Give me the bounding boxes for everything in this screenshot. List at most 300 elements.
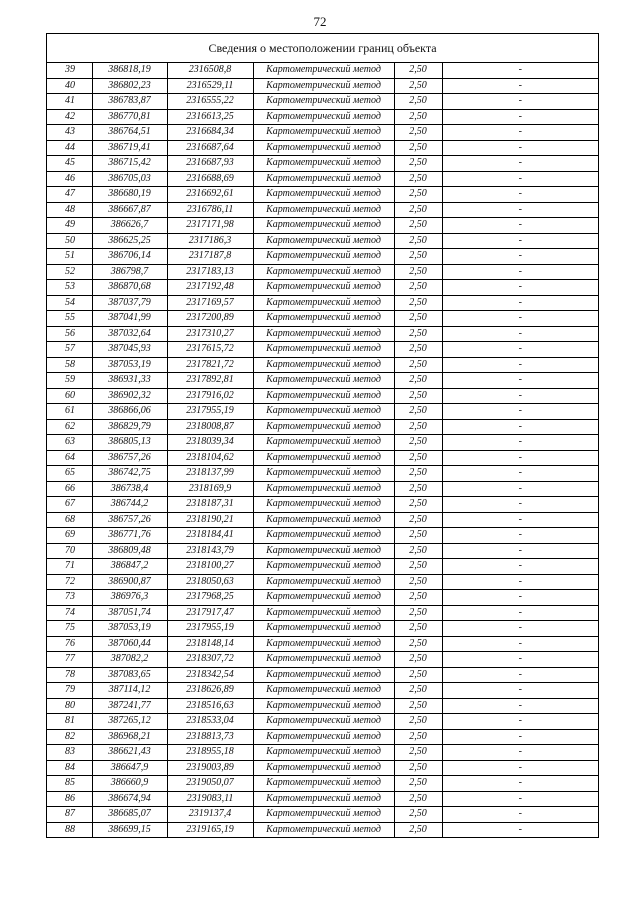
table-row	[47, 714, 598, 730]
y-coordinate-cell: 2316786,11	[167, 202, 253, 218]
method-cell: Картометрический метод	[253, 342, 394, 358]
note-cell: -	[442, 807, 598, 823]
x-coordinate-cell: 386685,07	[92, 807, 167, 823]
x-coordinate-cell: 386699,15	[92, 822, 167, 837]
y-coordinate-cell: 2318955,18	[167, 745, 253, 761]
point-number-cell: 43	[47, 125, 92, 141]
x-coordinate-cell: 386783,87	[92, 94, 167, 110]
y-coordinate-cell: 2317186,3	[167, 233, 253, 249]
y-coordinate-cell: 2317169,57	[167, 295, 253, 311]
point-number-cell: 79	[47, 683, 92, 699]
x-coordinate-cell: 386866,06	[92, 404, 167, 420]
accuracy-cell: 2,50	[394, 280, 442, 296]
accuracy-cell: 2,50	[394, 466, 442, 482]
table-row	[47, 667, 598, 683]
table-row	[47, 264, 598, 280]
table-row	[47, 729, 598, 745]
note-cell: -	[442, 295, 598, 311]
table-row	[47, 404, 598, 420]
method-cell: Картометрический метод	[253, 435, 394, 451]
y-coordinate-cell: 2319003,89	[167, 760, 253, 776]
table-row	[47, 574, 598, 590]
point-number-cell: 76	[47, 636, 92, 652]
point-number-cell: 52	[47, 264, 92, 280]
point-number-cell: 60	[47, 388, 92, 404]
note-cell: -	[442, 667, 598, 683]
accuracy-cell: 2,50	[394, 125, 442, 141]
y-coordinate-cell: 2319137,4	[167, 807, 253, 823]
note-cell: -	[442, 450, 598, 466]
point-number-cell: 58	[47, 357, 92, 373]
method-cell: Картометрический метод	[253, 156, 394, 172]
note-cell: -	[442, 559, 598, 575]
point-number-cell: 71	[47, 559, 92, 575]
x-coordinate-cell: 386626,7	[92, 218, 167, 234]
point-number-cell: 68	[47, 512, 92, 528]
note-cell: -	[442, 63, 598, 78]
y-coordinate-cell: 2318143,79	[167, 543, 253, 559]
note-cell: -	[442, 528, 598, 544]
y-coordinate-cell: 2318626,89	[167, 683, 253, 699]
note-cell: -	[442, 171, 598, 187]
table-row	[47, 559, 598, 575]
method-cell: Картометрический метод	[253, 497, 394, 513]
x-coordinate-cell: 386764,51	[92, 125, 167, 141]
method-cell: Картометрический метод	[253, 466, 394, 482]
note-cell: -	[442, 574, 598, 590]
x-coordinate-cell: 387053,19	[92, 357, 167, 373]
table-row	[47, 435, 598, 451]
accuracy-cell: 2,50	[394, 78, 442, 94]
accuracy-cell: 2,50	[394, 667, 442, 683]
y-coordinate-cell: 2317615,72	[167, 342, 253, 358]
method-cell: Картометрический метод	[253, 450, 394, 466]
method-cell: Картометрический метод	[253, 94, 394, 110]
x-coordinate-cell: 386625,25	[92, 233, 167, 249]
accuracy-cell: 2,50	[394, 481, 442, 497]
page-number: 72	[313, 14, 327, 29]
y-coordinate-cell: 2318184,41	[167, 528, 253, 544]
note-cell: -	[442, 342, 598, 358]
note-cell: -	[442, 497, 598, 513]
table-row	[47, 187, 598, 203]
note-cell: -	[442, 311, 598, 327]
method-cell: Картометрический метод	[253, 729, 394, 745]
table-row	[47, 605, 598, 621]
method-cell: Картометрический метод	[253, 683, 394, 699]
accuracy-cell: 2,50	[394, 450, 442, 466]
method-cell: Картометрический метод	[253, 295, 394, 311]
table-row	[47, 807, 598, 823]
method-cell: Картометрический метод	[253, 621, 394, 637]
note-cell: -	[442, 388, 598, 404]
method-cell: Картометрический метод	[253, 636, 394, 652]
point-number-cell: 83	[47, 745, 92, 761]
x-coordinate-cell: 386870,68	[92, 280, 167, 296]
note-cell: -	[442, 94, 598, 110]
y-coordinate-cell: 2317892,81	[167, 373, 253, 389]
method-cell: Картометрический метод	[253, 419, 394, 435]
x-coordinate-cell: 387053,19	[92, 621, 167, 637]
point-number-cell: 85	[47, 776, 92, 792]
point-number-cell: 39	[47, 63, 92, 78]
method-cell: Картометрический метод	[253, 63, 394, 78]
table-row	[47, 512, 598, 528]
note-cell: -	[442, 822, 598, 837]
table-row	[47, 528, 598, 544]
point-number-cell: 53	[47, 280, 92, 296]
table-row	[47, 497, 598, 513]
point-number-cell: 55	[47, 311, 92, 327]
note-cell: -	[442, 745, 598, 761]
table-row	[47, 419, 598, 435]
section-title: Сведения о местоположении границ объекта	[47, 34, 598, 63]
note-cell: -	[442, 605, 598, 621]
table-row	[47, 698, 598, 714]
table-row	[47, 233, 598, 249]
x-coordinate-cell: 387083,65	[92, 667, 167, 683]
table-row	[47, 171, 598, 187]
y-coordinate-cell: 2316529,11	[167, 78, 253, 94]
note-cell: -	[442, 326, 598, 342]
y-coordinate-cell: 2316508,8	[167, 63, 253, 78]
table-row	[47, 125, 598, 141]
point-number-cell: 47	[47, 187, 92, 203]
x-coordinate-cell: 386802,23	[92, 78, 167, 94]
note-cell: -	[442, 776, 598, 792]
method-cell: Картометрический метод	[253, 605, 394, 621]
y-coordinate-cell: 2318169,9	[167, 481, 253, 497]
method-cell: Картометрический метод	[253, 373, 394, 389]
method-cell: Картометрический метод	[253, 78, 394, 94]
table-row	[47, 776, 598, 792]
accuracy-cell: 2,50	[394, 311, 442, 327]
note-cell: -	[442, 404, 598, 420]
method-cell: Картометрический метод	[253, 822, 394, 837]
table-row	[47, 280, 598, 296]
coordinates-table	[47, 63, 598, 837]
accuracy-cell: 2,50	[394, 140, 442, 156]
note-cell: -	[442, 512, 598, 528]
note-cell: -	[442, 140, 598, 156]
accuracy-cell: 2,50	[394, 373, 442, 389]
accuracy-cell: 2,50	[394, 404, 442, 420]
point-number-cell: 86	[47, 791, 92, 807]
x-coordinate-cell: 386829,79	[92, 419, 167, 435]
x-coordinate-cell: 387041,99	[92, 311, 167, 327]
coordinates-table-body	[47, 63, 598, 837]
note-cell: -	[442, 109, 598, 125]
point-number-cell: 56	[47, 326, 92, 342]
point-number-cell: 82	[47, 729, 92, 745]
note-cell: -	[442, 466, 598, 482]
accuracy-cell: 2,50	[394, 528, 442, 544]
x-coordinate-cell: 386798,7	[92, 264, 167, 280]
x-coordinate-cell: 386744,2	[92, 497, 167, 513]
y-coordinate-cell: 2317916,02	[167, 388, 253, 404]
note-cell: -	[442, 543, 598, 559]
table-row	[47, 745, 598, 761]
x-coordinate-cell: 387241,77	[92, 698, 167, 714]
x-coordinate-cell: 387051,74	[92, 605, 167, 621]
method-cell: Картометрический метод	[253, 233, 394, 249]
table-row	[47, 202, 598, 218]
x-coordinate-cell: 386931,33	[92, 373, 167, 389]
y-coordinate-cell: 2318342,54	[167, 667, 253, 683]
x-coordinate-cell: 386771,76	[92, 528, 167, 544]
y-coordinate-cell: 2317192,48	[167, 280, 253, 296]
point-number-cell: 54	[47, 295, 92, 311]
x-coordinate-cell: 387060,44	[92, 636, 167, 652]
y-coordinate-cell: 2318050,63	[167, 574, 253, 590]
y-coordinate-cell: 2318137,99	[167, 466, 253, 482]
accuracy-cell: 2,50	[394, 559, 442, 575]
y-coordinate-cell: 2316687,93	[167, 156, 253, 172]
y-coordinate-cell: 2317821,72	[167, 357, 253, 373]
point-number-cell: 67	[47, 497, 92, 513]
accuracy-cell: 2,50	[394, 543, 442, 559]
point-number-cell: 73	[47, 590, 92, 606]
accuracy-cell: 2,50	[394, 698, 442, 714]
y-coordinate-cell: 2318307,72	[167, 652, 253, 668]
y-coordinate-cell: 2317187,8	[167, 249, 253, 265]
method-cell: Картометрический метод	[253, 698, 394, 714]
note-cell: -	[442, 373, 598, 389]
method-cell: Картометрический метод	[253, 574, 394, 590]
accuracy-cell: 2,50	[394, 652, 442, 668]
table-row	[47, 94, 598, 110]
method-cell: Картометрический метод	[253, 171, 394, 187]
table-row	[47, 652, 598, 668]
table-row	[47, 760, 598, 776]
method-cell: Картометрический метод	[253, 357, 394, 373]
accuracy-cell: 2,50	[394, 683, 442, 699]
accuracy-cell: 2,50	[394, 94, 442, 110]
table-row	[47, 109, 598, 125]
note-cell: -	[442, 357, 598, 373]
table-row	[47, 450, 598, 466]
x-coordinate-cell: 386818,19	[92, 63, 167, 78]
point-number-cell: 50	[47, 233, 92, 249]
note-cell: -	[442, 435, 598, 451]
accuracy-cell: 2,50	[394, 791, 442, 807]
point-number-cell: 44	[47, 140, 92, 156]
x-coordinate-cell: 386706,14	[92, 249, 167, 265]
table-row	[47, 295, 598, 311]
table-row	[47, 636, 598, 652]
y-coordinate-cell: 2318190,21	[167, 512, 253, 528]
point-number-cell: 62	[47, 419, 92, 435]
y-coordinate-cell: 2316688,69	[167, 171, 253, 187]
accuracy-cell: 2,50	[394, 714, 442, 730]
y-coordinate-cell: 2318008,87	[167, 419, 253, 435]
x-coordinate-cell: 387032,64	[92, 326, 167, 342]
x-coordinate-cell: 386705,03	[92, 171, 167, 187]
point-number-cell: 61	[47, 404, 92, 420]
accuracy-cell: 2,50	[394, 512, 442, 528]
method-cell: Картометрический метод	[253, 652, 394, 668]
method-cell: Картометрический метод	[253, 404, 394, 420]
note-cell: -	[442, 590, 598, 606]
point-number-cell: 78	[47, 667, 92, 683]
x-coordinate-cell: 387037,79	[92, 295, 167, 311]
x-coordinate-cell: 386847,2	[92, 559, 167, 575]
table-row	[47, 822, 598, 837]
method-cell: Картометрический метод	[253, 109, 394, 125]
y-coordinate-cell: 2317917,47	[167, 605, 253, 621]
note-cell: -	[442, 621, 598, 637]
x-coordinate-cell: 386719,41	[92, 140, 167, 156]
table-row	[47, 342, 598, 358]
table-row	[47, 388, 598, 404]
y-coordinate-cell: 2319083,11	[167, 791, 253, 807]
x-coordinate-cell: 387045,93	[92, 342, 167, 358]
method-cell: Картометрический метод	[253, 559, 394, 575]
method-cell: Картометрический метод	[253, 714, 394, 730]
x-coordinate-cell: 386674,94	[92, 791, 167, 807]
point-number-cell: 87	[47, 807, 92, 823]
accuracy-cell: 2,50	[394, 605, 442, 621]
table-row	[47, 218, 598, 234]
table-row	[47, 543, 598, 559]
method-cell: Картометрический метод	[253, 776, 394, 792]
x-coordinate-cell: 386742,75	[92, 466, 167, 482]
point-number-cell: 70	[47, 543, 92, 559]
method-cell: Картометрический метод	[253, 125, 394, 141]
method-cell: Картометрический метод	[253, 745, 394, 761]
table-row	[47, 326, 598, 342]
y-coordinate-cell: 2318039,34	[167, 435, 253, 451]
y-coordinate-cell: 2318813,73	[167, 729, 253, 745]
x-coordinate-cell: 386667,87	[92, 202, 167, 218]
table-row	[47, 481, 598, 497]
x-coordinate-cell: 386647,9	[92, 760, 167, 776]
point-number-cell: 65	[47, 466, 92, 482]
accuracy-cell: 2,50	[394, 171, 442, 187]
table-row	[47, 791, 598, 807]
point-number-cell: 49	[47, 218, 92, 234]
accuracy-cell: 2,50	[394, 574, 442, 590]
accuracy-cell: 2,50	[394, 156, 442, 172]
note-cell: -	[442, 791, 598, 807]
note-cell: -	[442, 156, 598, 172]
accuracy-cell: 2,50	[394, 776, 442, 792]
method-cell: Картометрический метод	[253, 140, 394, 156]
x-coordinate-cell: 386809,48	[92, 543, 167, 559]
x-coordinate-cell: 386976,3	[92, 590, 167, 606]
accuracy-cell: 2,50	[394, 342, 442, 358]
accuracy-cell: 2,50	[394, 63, 442, 78]
accuracy-cell: 2,50	[394, 497, 442, 513]
table-row	[47, 78, 598, 94]
x-coordinate-cell: 386902,32	[92, 388, 167, 404]
accuracy-cell: 2,50	[394, 729, 442, 745]
y-coordinate-cell: 2316613,25	[167, 109, 253, 125]
accuracy-cell: 2,50	[394, 419, 442, 435]
x-coordinate-cell: 386770,81	[92, 109, 167, 125]
x-coordinate-cell: 386900,87	[92, 574, 167, 590]
note-cell: -	[442, 125, 598, 141]
accuracy-cell: 2,50	[394, 435, 442, 451]
note-cell: -	[442, 714, 598, 730]
y-coordinate-cell: 2318104,62	[167, 450, 253, 466]
point-number-cell: 41	[47, 94, 92, 110]
accuracy-cell: 2,50	[394, 760, 442, 776]
note-cell: -	[442, 280, 598, 296]
point-number-cell: 69	[47, 528, 92, 544]
accuracy-cell: 2,50	[394, 249, 442, 265]
x-coordinate-cell: 386757,26	[92, 450, 167, 466]
x-coordinate-cell: 386805,13	[92, 435, 167, 451]
y-coordinate-cell: 2318187,31	[167, 497, 253, 513]
accuracy-cell: 2,50	[394, 357, 442, 373]
y-coordinate-cell: 2317200,89	[167, 311, 253, 327]
point-number-cell: 48	[47, 202, 92, 218]
table-row	[47, 466, 598, 482]
point-number-cell: 84	[47, 760, 92, 776]
point-number-cell: 45	[47, 156, 92, 172]
note-cell: -	[442, 683, 598, 699]
x-coordinate-cell: 386660,9	[92, 776, 167, 792]
y-coordinate-cell: 2319165,19	[167, 822, 253, 837]
method-cell: Картометрический метод	[253, 202, 394, 218]
method-cell: Картометрический метод	[253, 311, 394, 327]
method-cell: Картометрический метод	[253, 667, 394, 683]
method-cell: Картометрический метод	[253, 528, 394, 544]
method-cell: Картометрический метод	[253, 807, 394, 823]
method-cell: Картометрический метод	[253, 280, 394, 296]
note-cell: -	[442, 729, 598, 745]
x-coordinate-cell: 386738,4	[92, 481, 167, 497]
method-cell: Картометрический метод	[253, 388, 394, 404]
x-coordinate-cell: 386621,43	[92, 745, 167, 761]
method-cell: Картометрический метод	[253, 326, 394, 342]
accuracy-cell: 2,50	[394, 822, 442, 837]
y-coordinate-cell: 2319050,07	[167, 776, 253, 792]
y-coordinate-cell: 2318516,63	[167, 698, 253, 714]
table-row	[47, 590, 598, 606]
note-cell: -	[442, 233, 598, 249]
point-number-cell: 57	[47, 342, 92, 358]
accuracy-cell: 2,50	[394, 295, 442, 311]
note-cell: -	[442, 652, 598, 668]
method-cell: Картометрический метод	[253, 791, 394, 807]
point-number-cell: 42	[47, 109, 92, 125]
note-cell: -	[442, 249, 598, 265]
method-cell: Картометрический метод	[253, 543, 394, 559]
method-cell: Картометрический метод	[253, 512, 394, 528]
table-row	[47, 63, 598, 78]
point-number-cell: 75	[47, 621, 92, 637]
y-coordinate-cell: 2316687,64	[167, 140, 253, 156]
table-row	[47, 357, 598, 373]
x-coordinate-cell: 386680,19	[92, 187, 167, 203]
point-number-cell: 59	[47, 373, 92, 389]
table-row	[47, 683, 598, 699]
table-row	[47, 140, 598, 156]
accuracy-cell: 2,50	[394, 109, 442, 125]
accuracy-cell: 2,50	[394, 187, 442, 203]
table-row	[47, 373, 598, 389]
table-row	[47, 311, 598, 327]
y-coordinate-cell: 2317955,19	[167, 621, 253, 637]
x-coordinate-cell: 386757,26	[92, 512, 167, 528]
point-number-cell: 80	[47, 698, 92, 714]
point-number-cell: 74	[47, 605, 92, 621]
y-coordinate-cell: 2316555,22	[167, 94, 253, 110]
note-cell: -	[442, 698, 598, 714]
y-coordinate-cell: 2318533,04	[167, 714, 253, 730]
